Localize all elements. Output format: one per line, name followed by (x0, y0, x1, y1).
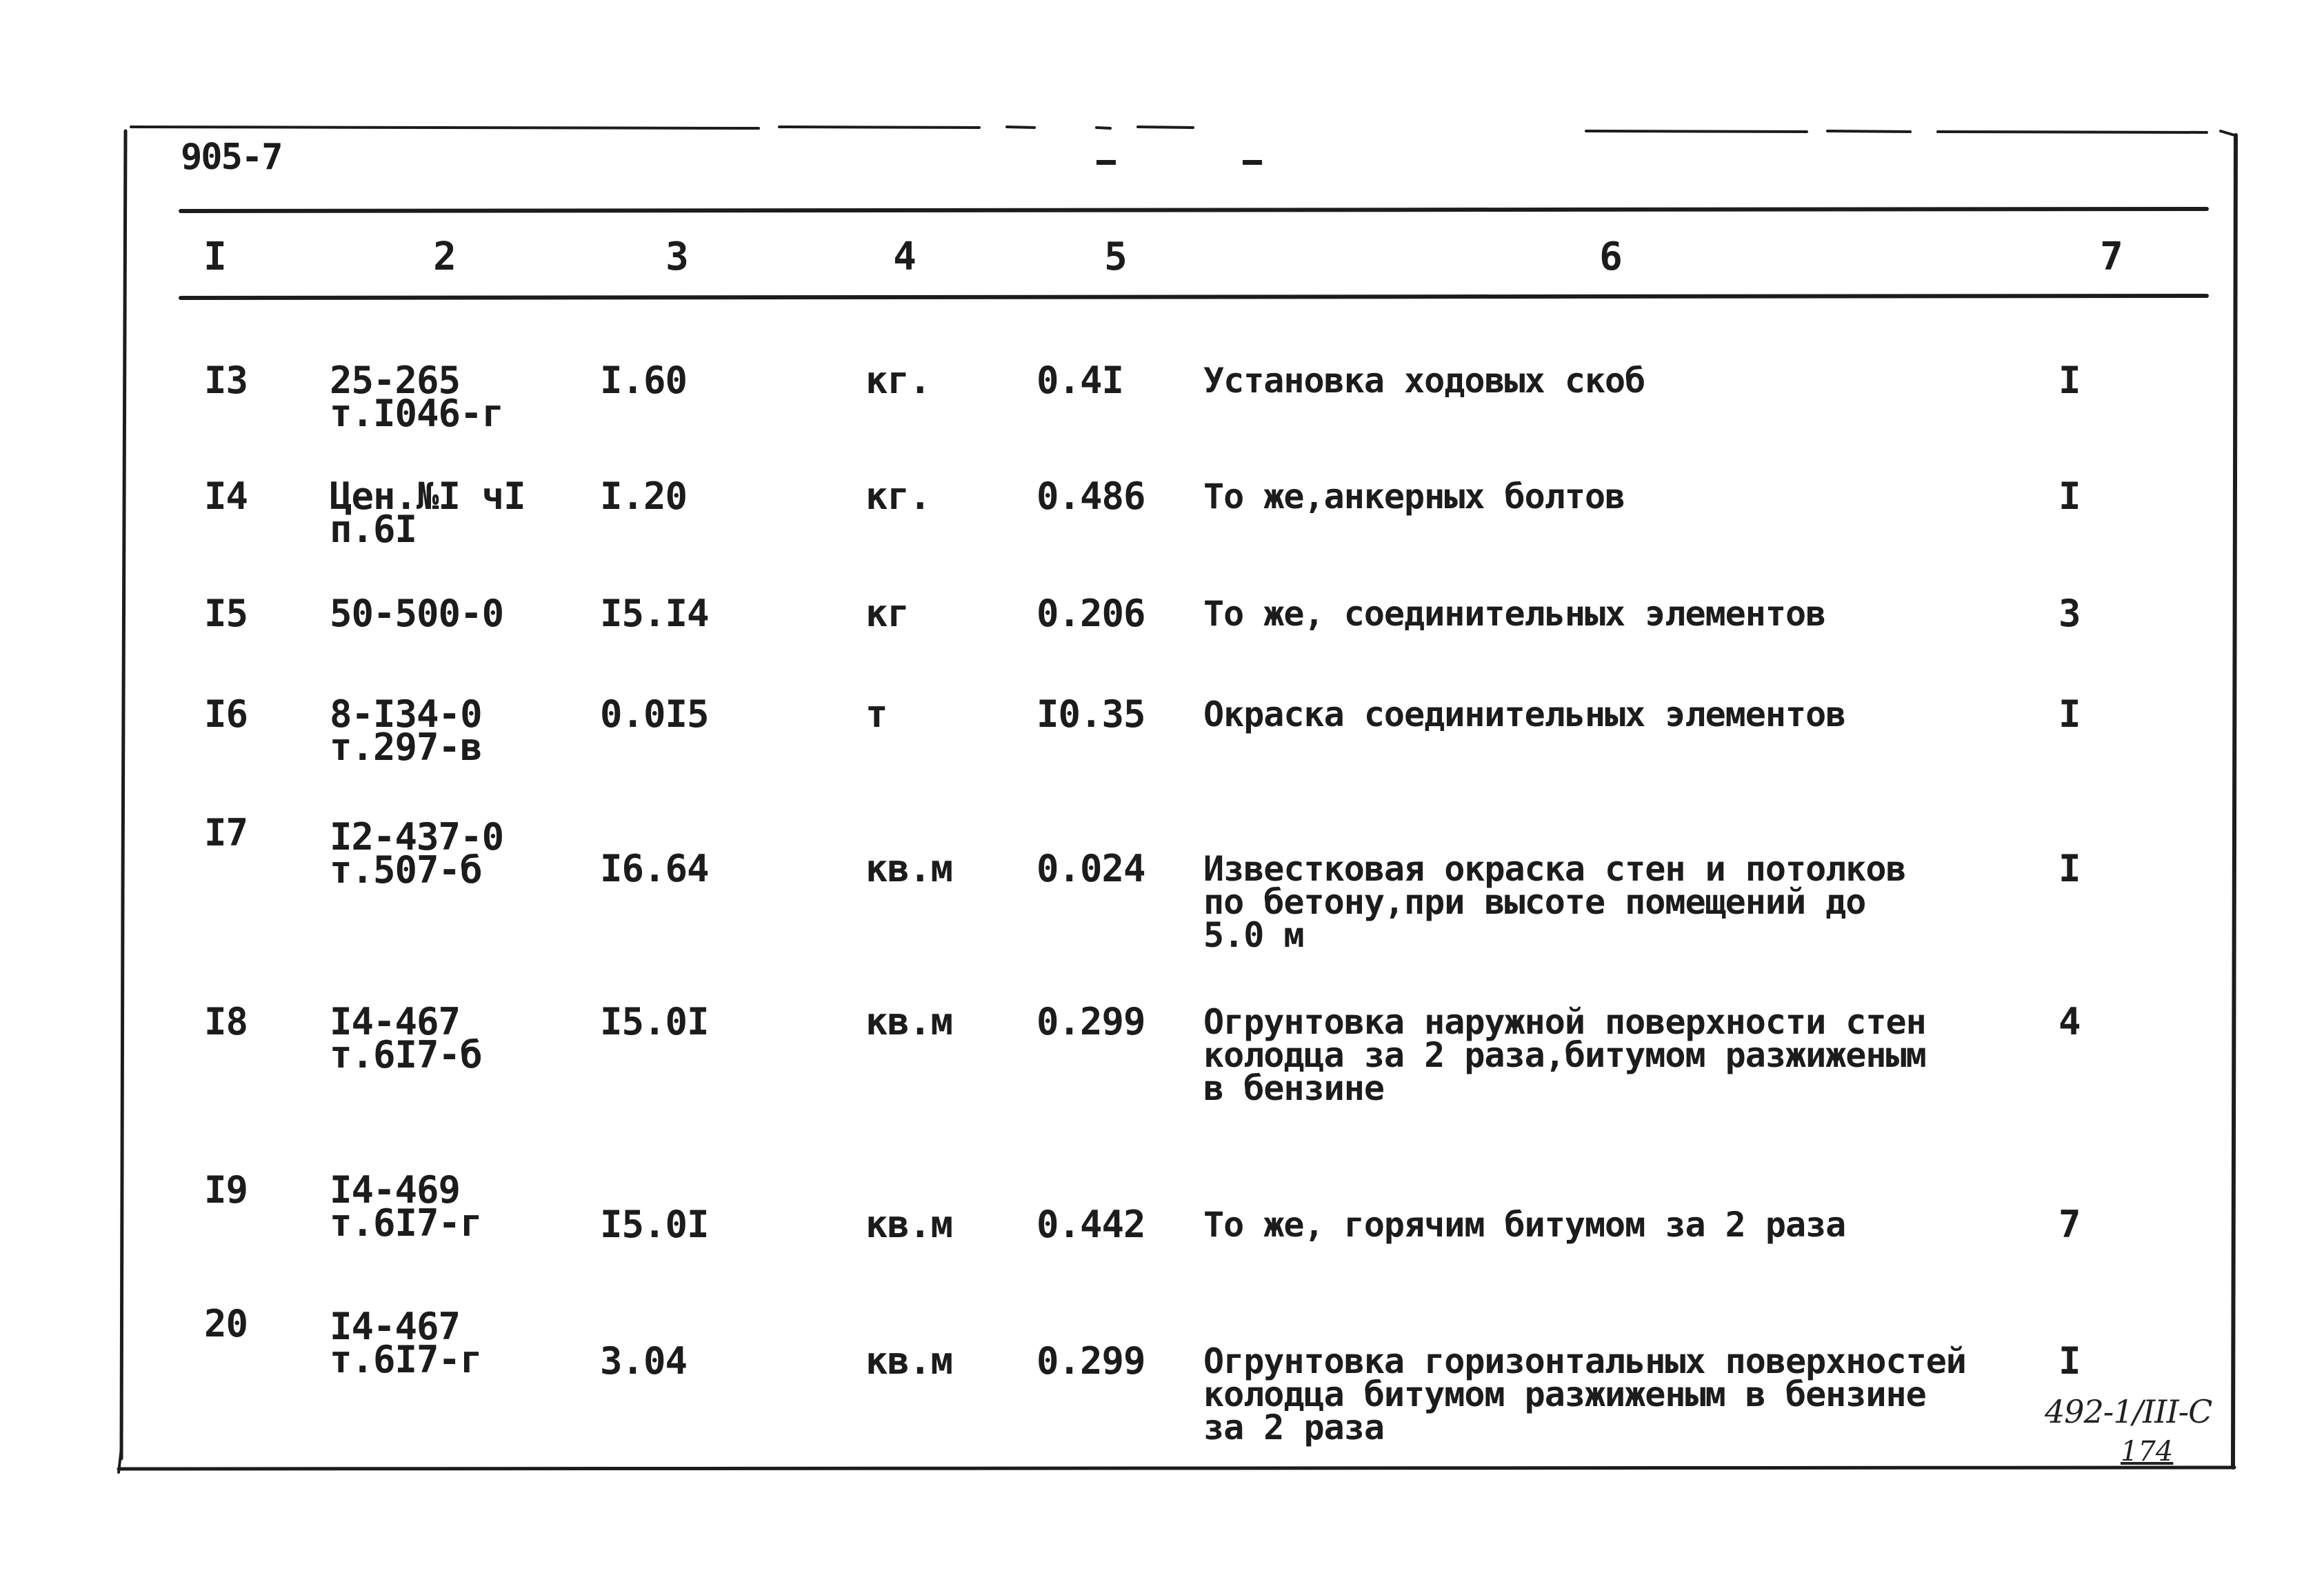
row-reference (330, 815, 504, 892)
row-col7: 4 (2058, 1000, 2081, 1043)
row-rate: 0.024 (1036, 847, 1145, 890)
column-header-3: 3 (665, 234, 689, 279)
document-code: 905-7 (181, 137, 282, 178)
row-rate: 0.299 (1036, 1000, 1145, 1043)
column-header-4: 4 (893, 234, 916, 279)
column-header-5: 5 (1104, 234, 1128, 279)
reference-line-1: Цен.№I чI (330, 474, 525, 518)
row-description (1203, 694, 1846, 734)
row-reference (330, 1305, 482, 1381)
row-col7: 3 (2058, 592, 2081, 635)
row-col7: I (2058, 692, 2081, 736)
row-number: I7 (204, 811, 248, 854)
row-number: 20 (204, 1302, 248, 1345)
row-number: I6 (204, 692, 248, 736)
description-line-1: То же, горячим битумом за 2 раза (1203, 1205, 1846, 1245)
row-description (1203, 1002, 1926, 1108)
reference-line-2: т.297-в (330, 725, 482, 769)
row-number: I8 (204, 1000, 248, 1043)
row-description (1203, 1205, 1846, 1245)
reference-line-1: 8-I34-0 (330, 692, 482, 736)
reference-line-1: 25-265 (330, 359, 461, 402)
row-rate: 0.442 (1036, 1203, 1145, 1246)
reference-line-2: т.I046-г (330, 392, 504, 435)
reference-line-1: I2-437-0 (330, 815, 504, 859)
reference-line-2: п.6I (330, 508, 417, 551)
column-header-1: I (203, 234, 227, 279)
reference-line-1: I4-467 (330, 1000, 461, 1043)
row-number: I4 (204, 474, 248, 518)
row-unit: кв.м (865, 1000, 953, 1043)
row-description (1203, 361, 1645, 401)
reference-line-2: т.6I7-г (330, 1338, 482, 1381)
row-rate: 0.4I (1036, 359, 1124, 402)
header-dash-1 (1096, 160, 1116, 165)
row-description (1203, 594, 1826, 634)
row-col7: I (2058, 474, 2081, 518)
reference-line-1: I4-467 (330, 1305, 461, 1348)
row-reference (330, 592, 504, 635)
column-header-6: 6 (1599, 234, 1623, 279)
row-quantity: I5.0I (600, 1203, 709, 1246)
row-unit: кв.м (865, 847, 953, 890)
header-dash-2 (1243, 160, 1262, 165)
column-header-2: 2 (433, 234, 457, 279)
description-line-1: То же,анкерных болтов (1203, 477, 1625, 517)
row-quantity: I.20 (600, 474, 688, 518)
row-reference (330, 359, 504, 435)
row-unit: кг. (865, 474, 931, 518)
row-col7: I (2058, 359, 2081, 402)
description-line-1: Известковая окраска стен и потолков (1203, 849, 1906, 889)
row-quantity: I5.I4 (600, 592, 709, 635)
row-number: I5 (204, 592, 248, 635)
description-line-3: 5.0 м (1203, 915, 1304, 955)
row-rate: 0.206 (1036, 592, 1145, 635)
row-description (1203, 1341, 1966, 1447)
row-quantity: I5.0I (600, 1000, 709, 1043)
row-number: I3 (204, 359, 248, 402)
row-col7: 7 (2058, 1203, 2081, 1246)
row-unit: кв.м (865, 1203, 953, 1246)
row-unit: кг. (865, 359, 931, 402)
row-rate: 0.486 (1036, 474, 1145, 518)
row-quantity: 0.0I5 (600, 692, 709, 736)
row-unit: кв.м (865, 1339, 953, 1383)
reference-line-1: I4-469 (330, 1168, 461, 1212)
row-quantity: I6.64 (600, 847, 709, 890)
row-col7: I (2058, 1339, 2081, 1383)
description-line-3: в бензине (1203, 1068, 1384, 1108)
row-quantity: I.60 (600, 359, 688, 402)
reference-line-2: т.6I7-г (330, 1201, 482, 1245)
archive-stamp-page: 174 (2121, 1436, 2174, 1467)
row-quantity: 3.04 (600, 1339, 688, 1383)
row-reference (330, 1000, 482, 1076)
column-header-7: 7 (2100, 234, 2123, 279)
description-line-3: за 2 раза (1203, 1407, 1384, 1447)
description-line-1: Огрунтовка наружной поверхности стен (1203, 1002, 1926, 1042)
row-reference (330, 1168, 482, 1245)
archive-stamp-code: 492-1/III-C (2045, 1393, 2212, 1430)
reference-line-2: т.507-б (330, 848, 482, 892)
row-description (1203, 849, 1906, 955)
row-col7: I (2058, 847, 2081, 890)
reference-line-1: 50-500-0 (330, 592, 504, 635)
description-line-2: колодца битумом разжиженым в бензине (1203, 1374, 1926, 1414)
row-reference (330, 692, 482, 769)
description-line-1: Огрунтовка горизонтальных поверхностей (1203, 1341, 1966, 1381)
description-line-2: по бетону,при высоте помещений до (1203, 882, 1866, 922)
row-number: I9 (204, 1168, 248, 1212)
row-rate: 0.299 (1036, 1339, 1145, 1383)
row-rate: I0.35 (1036, 692, 1145, 736)
description-line-1: Окраска соединительных элементов (1203, 694, 1846, 734)
row-unit: т (865, 692, 888, 736)
description-line-1: Установка ходовых скоб (1203, 361, 1645, 401)
reference-line-2: т.6I7-б (330, 1033, 482, 1076)
description-line-1: То же, соединительных элементов (1203, 594, 1826, 634)
row-description (1203, 477, 1625, 517)
row-reference (330, 474, 525, 551)
row-unit: кг (865, 592, 910, 635)
description-line-2: колодца за 2 раза,битумом разжиженым (1203, 1035, 1926, 1075)
